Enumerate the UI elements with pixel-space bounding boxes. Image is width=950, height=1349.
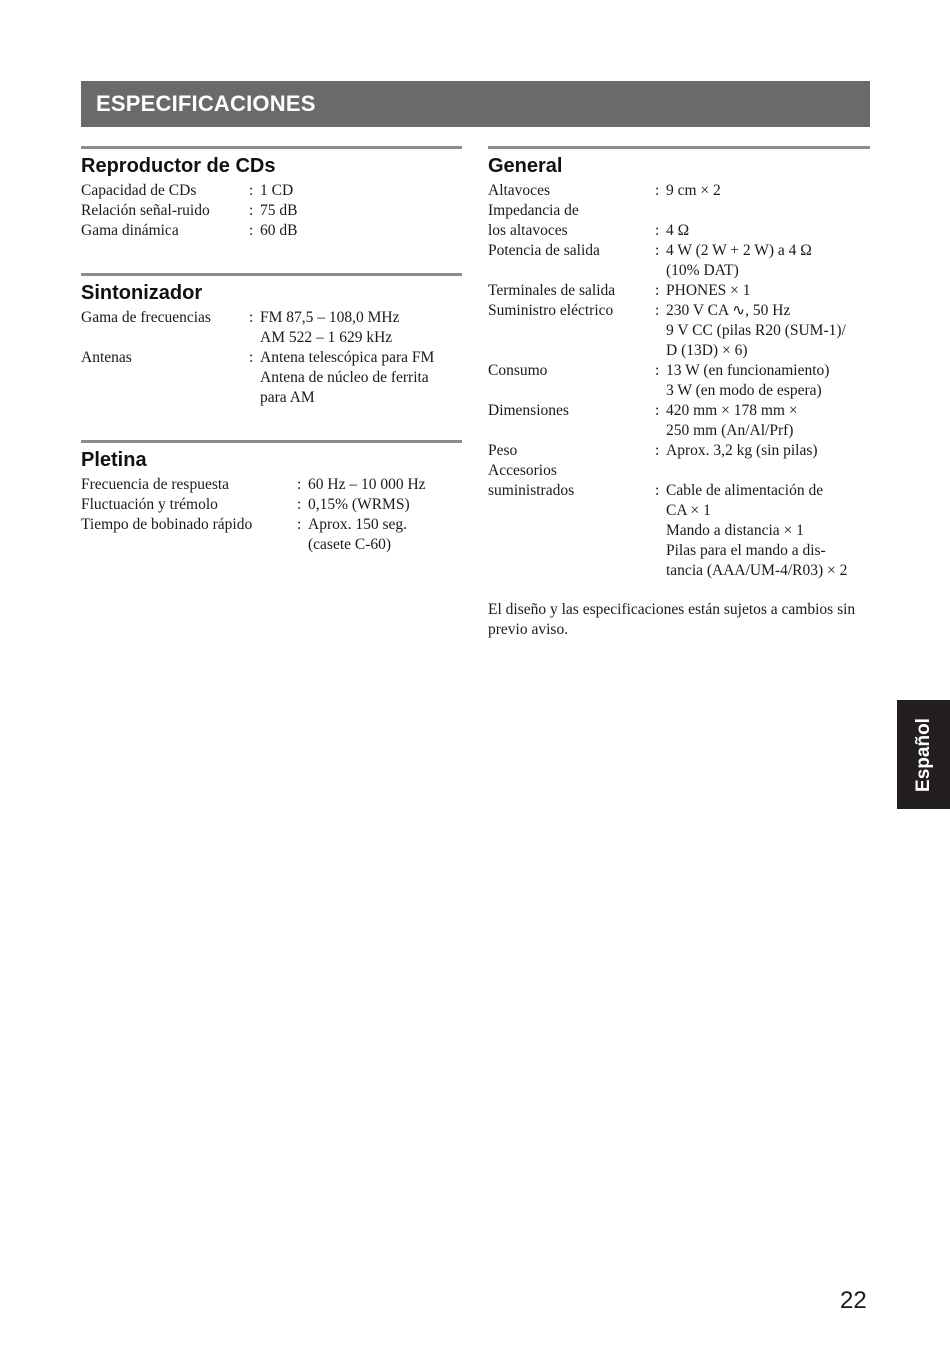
spec-label: Peso [488, 442, 518, 459]
spec-value-text: Antena telescópica para FM [260, 349, 435, 366]
separator-colon: : [297, 516, 302, 533]
spec-value [655, 461, 870, 581]
spec-value [249, 221, 462, 241]
separator-colon: : [655, 482, 660, 499]
spec-value-text: PHONES × 1 [666, 282, 751, 299]
spec-row [488, 441, 870, 461]
separator-colon: : [655, 302, 660, 319]
spec-value-text: 13 W (en funcionamiento) [666, 362, 830, 379]
spec-row [81, 181, 462, 201]
spec-value-text: 4 W (2 W + 2 W) a 4 Ω [666, 242, 812, 259]
spec-value [655, 301, 870, 361]
spec-value [297, 475, 462, 495]
spec-value-line [655, 501, 870, 521]
spec-value-text: 60 dB [260, 222, 298, 239]
spec-value [297, 495, 462, 515]
spec-row [488, 361, 870, 401]
spec-row [81, 201, 462, 221]
spec-row [488, 461, 870, 581]
spec-row [81, 515, 462, 555]
spec-value-text: 250 mm (An/Al/Prf) [666, 422, 794, 439]
spec-value-line [655, 181, 870, 201]
spec-value-text: Pilas para el mando a dis- [666, 542, 826, 559]
spec-value-text: 0,15% (WRMS) [308, 496, 410, 513]
spec-value-line [655, 301, 870, 321]
spec-value-text: AM 522 – 1 629 kHz [260, 329, 393, 346]
spec-value [655, 181, 870, 201]
spec-value-text: (casete C-60) [308, 536, 392, 553]
spec-value-text: D (13D) × 6) [666, 342, 748, 359]
separator-colon: : [655, 182, 660, 199]
separator-colon: : [249, 349, 254, 366]
spec-value-line [297, 535, 462, 555]
cd-player-section [81, 146, 462, 241]
spec-label: Gama dinámica [81, 222, 179, 239]
spec-label: Potencia de salida [488, 242, 600, 259]
separator-colon: : [655, 282, 660, 299]
spec-value [655, 361, 870, 401]
deck-section [81, 440, 462, 555]
spec-value-text: 4 Ω [666, 222, 690, 239]
spec-value [249, 348, 462, 408]
spec-value-line [655, 521, 870, 541]
spec-value-line [297, 475, 462, 495]
spec-row [488, 201, 870, 241]
separator-colon: : [655, 362, 660, 379]
spec-value-text: para AM [260, 389, 315, 406]
spec-label: Suministro eléctrico [488, 302, 614, 319]
spec-value [655, 241, 870, 281]
spec-value-text: CA × 1 [666, 502, 711, 519]
spec-value-text: 3 W (en modo de espera) [666, 382, 822, 399]
section-title: General [488, 155, 563, 177]
spec-label: Gama de frecuencias [81, 309, 211, 326]
spec-value-text: 75 dB [260, 202, 298, 219]
spec-value-line [655, 561, 870, 581]
separator-colon: : [655, 242, 660, 259]
spec-value [249, 181, 462, 201]
spec-value-line [297, 495, 462, 515]
spec-value-line [249, 368, 462, 388]
language-tab [897, 700, 950, 809]
spec-value-line [249, 308, 462, 328]
disclaimer-note: El diseño y las especificaciones están sujetos a cambios sin previo aviso. [488, 601, 856, 638]
spec-value-line [655, 221, 870, 241]
spec-value-line [249, 201, 462, 221]
page-title: ESPECIFICACIONES [96, 91, 316, 116]
section-rule [81, 440, 462, 443]
spec-label: Impedancia de los altavoces [488, 202, 579, 239]
spec-value-line [655, 401, 870, 421]
spec-value-line [655, 241, 870, 261]
spec-label: Relación señal-ruido [81, 202, 210, 219]
separator-colon: : [655, 442, 660, 459]
spec-value-text: Aprox. 150 seg. [308, 516, 408, 533]
spec-row [488, 181, 870, 201]
spec-value-text: 420 mm × 178 mm × [666, 402, 798, 419]
spec-row [81, 221, 462, 241]
spec-value-text: 9 cm × 2 [666, 182, 721, 199]
page-number: 22 [840, 1287, 867, 1314]
separator-colon: : [655, 402, 660, 419]
spec-value-line [297, 515, 462, 535]
spec-value-text: 1 CD [260, 182, 294, 199]
spec-list [81, 308, 462, 408]
spec-value-line [249, 221, 462, 241]
spec-value-line [655, 421, 870, 441]
spec-value-line [655, 281, 870, 301]
spec-label: Terminales de salida [488, 282, 616, 299]
separator-colon: : [249, 182, 254, 199]
spec-value [655, 441, 870, 461]
spec-value [655, 201, 870, 241]
spec-value-text: 9 V CC (pilas R20 (SUM-1)/ [666, 322, 846, 339]
separator-colon: : [655, 222, 660, 239]
section-rule [488, 146, 870, 149]
spec-value-line [249, 181, 462, 201]
spec-row [488, 301, 870, 361]
spec-value-line [655, 441, 870, 461]
spec-value-line [249, 328, 462, 348]
spec-value [655, 401, 870, 441]
section-title: Pletina [81, 449, 147, 471]
spec-label: Tiempo de bobinado rápido [81, 516, 253, 533]
general-section [488, 146, 870, 581]
tuner-section [81, 273, 462, 408]
separator-colon: : [249, 309, 254, 326]
spec-list [81, 475, 462, 555]
spec-value-text: Cable de alimentación de [666, 482, 824, 499]
spec-label: Altavoces [488, 182, 550, 199]
spec-row [488, 401, 870, 441]
section-title: Reproductor de CDs [81, 155, 276, 177]
spec-value-text: (10% DAT) [666, 262, 739, 279]
spec-row [81, 308, 462, 348]
separator-colon: : [249, 222, 254, 239]
spec-value-text: FM 87,5 – 108,0 MHz [260, 309, 400, 326]
spec-label: Dimensiones [488, 402, 569, 419]
spec-value [655, 281, 870, 301]
spec-value-line [655, 481, 870, 501]
section-banner [81, 81, 870, 127]
spec-value-line [655, 381, 870, 401]
spec-value-text: tancia (AAA/UM-4/R03) × 2 [666, 562, 848, 579]
spec-label: Consumo [488, 362, 548, 379]
spec-value-text: 230 V CA ∿, 50 Hz [666, 302, 791, 319]
spec-value-line [655, 461, 870, 481]
spec-value-line [655, 201, 870, 221]
language-tab-label: Español [912, 717, 934, 792]
spec-row [488, 241, 870, 281]
separator-colon: : [249, 202, 254, 219]
spec-value [297, 515, 462, 555]
spec-row [81, 348, 462, 408]
spec-value-line [655, 541, 870, 561]
spec-value-text: Antena de núcleo de ferrita [260, 369, 429, 386]
spec-list [488, 181, 870, 581]
spec-value [249, 201, 462, 221]
spec-list [81, 181, 462, 241]
separator-colon: : [297, 496, 302, 513]
section-title: Sintonizador [81, 282, 203, 304]
section-rule [81, 146, 462, 149]
spec-label: Accesorios suministrados [488, 462, 575, 499]
spec-value-line [655, 261, 870, 281]
spec-value-line [249, 348, 462, 368]
spec-row [488, 281, 870, 301]
spec-row [81, 475, 462, 495]
spec-value-text: Aprox. 3,2 kg (sin pilas) [666, 442, 818, 459]
spec-value-text: Mando a distancia × 1 [666, 522, 804, 539]
spec-value-line [249, 388, 462, 408]
spec-value-line [655, 361, 870, 381]
spec-label: Frecuencia de respuesta [81, 476, 230, 493]
spec-label: Antenas [81, 349, 132, 366]
spec-value [249, 308, 462, 348]
spec-value-text: 60 Hz – 10 000 Hz [308, 476, 426, 493]
spec-value-line [655, 321, 870, 341]
spec-value-line [655, 341, 870, 361]
section-rule [81, 273, 462, 276]
spec-label: Capacidad de CDs [81, 182, 197, 199]
spec-row [81, 495, 462, 515]
spec-label: Fluctuación y trémolo [81, 496, 218, 513]
separator-colon: : [297, 476, 302, 493]
